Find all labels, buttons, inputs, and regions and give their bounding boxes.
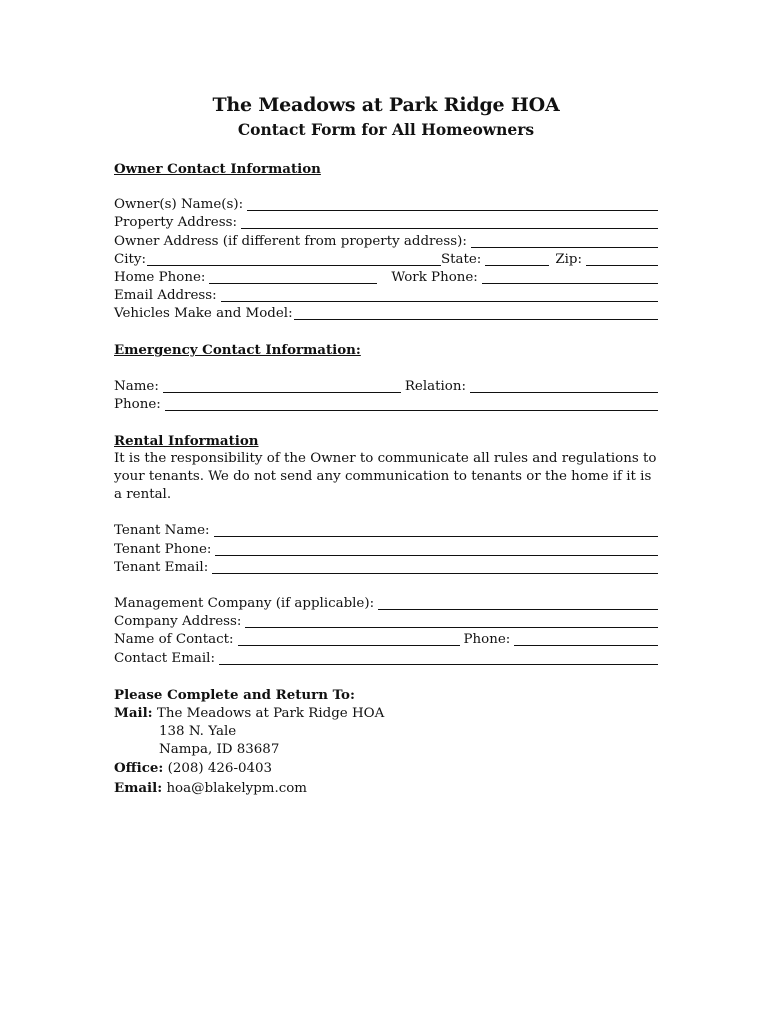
- emergency-phone-label: Phone:: [114, 396, 161, 412]
- mail-line-2: 138 N. Yale: [159, 724, 237, 740]
- tenant-name-row: [114, 522, 658, 540]
- contact-phone-label: Phone:: [463, 632, 511, 648]
- owner-names-label: Owner(s) Name(s):: [114, 197, 244, 213]
- tenant-phone-label: Tenant Phone:: [114, 541, 212, 557]
- owner-address-label: Owner Address (if different from property address):: [114, 233, 467, 249]
- email-row: [114, 287, 658, 305]
- email-contact-row: [114, 779, 658, 798]
- vehicles-label: Vehicles Make and Model:: [114, 306, 293, 322]
- emergency-name-field[interactable]: [163, 379, 401, 393]
- vehicles-field[interactable]: [294, 306, 658, 320]
- return-heading: Please Complete and Return To:: [114, 686, 355, 703]
- tenant-phone-row: [114, 540, 658, 558]
- zip-field[interactable]: [586, 252, 658, 266]
- return-email-value[interactable]: hoa@blakelypm.com: [166, 780, 308, 796]
- property-address-field[interactable]: [241, 215, 658, 229]
- management-company-field[interactable]: [378, 596, 658, 610]
- contact-name-row: [114, 631, 658, 649]
- home-phone-label: Home Phone:: [114, 269, 206, 285]
- vehicles-row: [114, 305, 658, 323]
- state-field[interactable]: [485, 252, 549, 266]
- relation-field[interactable]: [470, 379, 658, 393]
- rental-section-heading: Rental Information: [114, 432, 259, 449]
- emergency-name-label: Name:: [114, 378, 159, 394]
- mail-line-3: Nampa, ID 83687: [159, 742, 280, 758]
- office-label: Office:: [114, 760, 164, 777]
- tenant-email-field[interactable]: [212, 560, 658, 574]
- city-label: City:: [114, 251, 146, 267]
- company-address-field[interactable]: [245, 614, 658, 628]
- form-content: [114, 92, 658, 798]
- email-address-label: Email Address:: [114, 288, 217, 304]
- owner-address-field[interactable]: [471, 234, 658, 248]
- owner-names-row: [114, 196, 658, 214]
- owner-names-field[interactable]: [247, 197, 658, 211]
- emergency-phone-row: [114, 396, 658, 414]
- emergency-name-row: [114, 377, 658, 395]
- management-company-label: Management Company (if applicable):: [114, 596, 375, 612]
- emergency-section-heading: Emergency Contact Information:: [114, 342, 361, 359]
- office-phone: (208) 426-0403: [167, 761, 273, 777]
- owner-address-row: [114, 232, 658, 250]
- contact-email-field[interactable]: [219, 651, 658, 665]
- contact-email-label: Contact Email:: [114, 650, 215, 666]
- city-state-zip-row: [114, 251, 658, 269]
- company-address-row: [114, 613, 658, 631]
- rental-notice: It is the responsibility of the Owner to communicate all rules and regulations to your tenants. We do not send any communication to tenants or the home if it is a rental.: [114, 450, 657, 503]
- tenant-name-label: Tenant Name:: [114, 523, 210, 539]
- zip-label: Zip:: [555, 251, 582, 267]
- mail-line-1: The Meadows at Park Ridge HOA: [156, 705, 385, 721]
- return-email-label: Email:: [114, 779, 163, 796]
- tenant-phone-field[interactable]: [215, 542, 658, 556]
- contact-email-row: [114, 649, 658, 667]
- city-field[interactable]: [147, 252, 441, 266]
- work-phone-label: Work Phone:: [391, 269, 478, 285]
- company-address-label: Company Address:: [114, 614, 242, 630]
- contact-name-label: Name of Contact:: [114, 632, 234, 648]
- management-company-row: [114, 595, 658, 613]
- home-phone-field[interactable]: [209, 270, 377, 284]
- mail-label: Mail:: [114, 704, 153, 721]
- mail-row: [114, 704, 658, 723]
- work-phone-field[interactable]: [482, 270, 658, 284]
- property-address-row: [114, 214, 658, 232]
- relation-label: Relation:: [404, 378, 466, 394]
- tenant-email-label: Tenant Email:: [114, 559, 209, 575]
- document-subtitle: Contact Form for All Homeowners: [237, 120, 535, 139]
- email-address-field[interactable]: [221, 288, 658, 302]
- emergency-phone-field[interactable]: [165, 397, 658, 411]
- document-title: The Meadows at Park Ridge HOA: [212, 94, 560, 116]
- owner-section-heading: Owner Contact Information: [114, 161, 321, 177]
- state-label: State:: [440, 251, 482, 267]
- tenant-name-field[interactable]: [214, 523, 658, 537]
- tenant-email-row: [114, 559, 658, 577]
- property-address-label: Property Address:: [114, 215, 237, 231]
- contact-name-field[interactable]: [238, 632, 460, 646]
- contact-phone-field[interactable]: [514, 632, 658, 646]
- phones-row: [114, 269, 658, 287]
- office-row: [114, 759, 658, 778]
